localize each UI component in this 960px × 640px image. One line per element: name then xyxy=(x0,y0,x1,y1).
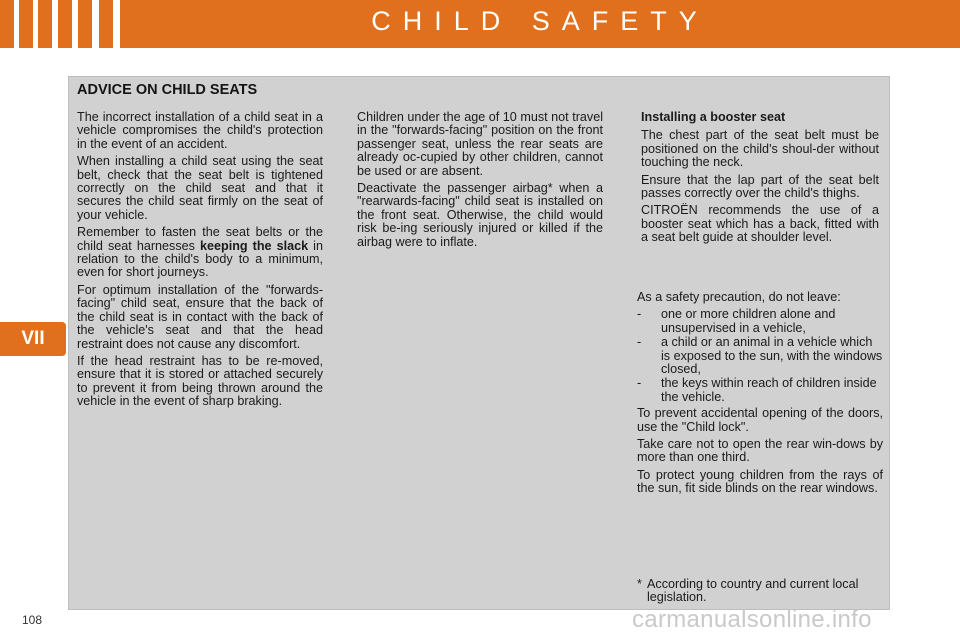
header-stripe xyxy=(113,0,120,48)
column-2 xyxy=(357,111,603,253)
page-number: 108 xyxy=(22,613,43,627)
paragraph: CITROËN recommends the use of a booster seat which has a back, fitted with a seat belt guide at shoulder level. xyxy=(641,203,879,245)
dash-marker: - xyxy=(637,335,642,350)
list-item xyxy=(637,377,883,404)
header-stripe xyxy=(72,0,78,48)
paragraph: To protect young children from the rays of the sun, fit side blinds on the rear windows. xyxy=(637,467,883,496)
list-item xyxy=(637,336,883,376)
chapter-tab: VII xyxy=(0,322,66,356)
header-stripe xyxy=(52,0,58,48)
paragraph: Take care not to open the rear win-dows by more than one third. xyxy=(637,437,883,465)
paragraph: The incorrect installation of a child seat in a vehicle compromises the child's protection in the event of an accident. xyxy=(77,110,323,151)
subheading: Installing a booster seat xyxy=(641,110,786,124)
list-item-text: one or more children alone and unsupervised in a vehicle, xyxy=(661,307,836,335)
paragraph: If the head restraint has to be re-moved, ensure that it is stored or attached securely to prevent it from being thrown around the vehicle in the event of sharp braking. xyxy=(77,353,323,409)
paragraph-text: Remember to fasten the seat belts or the child seat harnesses xyxy=(77,225,323,253)
column-1 xyxy=(77,111,323,413)
paragraph: When installing a child seat using the seat belt, check that the seat belt is tightened correctly on the child seat and that it secures the child seat firmly on the seat of your vehicle. xyxy=(77,154,323,222)
column-3 xyxy=(641,111,879,249)
section-heading: ADVICE ON CHILD SEATS xyxy=(77,82,258,98)
paragraph: The chest part of the seat belt must be positioned on the child's shoul-der without touching the neck. xyxy=(641,128,879,170)
header-stripe xyxy=(92,0,99,48)
footnote-text: According to country and current local legislation. xyxy=(647,577,859,605)
paragraph-text: in relation to the child's body to a minimum, even for short journeys. xyxy=(77,238,323,280)
dash-marker: - xyxy=(637,376,642,391)
paragraph: Ensure that the lap part of the seat belt passes correctly over the child's thighs. xyxy=(641,172,879,201)
watermark: carmanualsonline.info xyxy=(632,606,872,633)
paragraph: Children under the age of 10 must not travel in the "forwards-facing" position on the front passenger seat, unless the rear seats are already oc-cupied by other children, cannot be used or are absent. xyxy=(357,110,603,178)
paragraph: Deactivate the passenger airbag* when a "rearwards-facing" child seat is installed on the front seat. Otherwise, the child would risk be-ing seriously injured or killed if the airbag were to inflate. xyxy=(357,181,603,249)
paragraph: For optimum installation of the "forwards-facing" child seat, ensure that the back of the child seat is in contact with the back of the vehicle's seat and that the head restraint does not cause any discomfort. xyxy=(77,282,323,351)
paragraph xyxy=(77,226,323,280)
dash-marker: - xyxy=(637,307,642,322)
header-stripe xyxy=(14,0,19,48)
column-4 xyxy=(637,291,883,500)
list-item-text: the keys within reach of children inside the vehicle. xyxy=(661,376,877,404)
list-item-text: a child or an animal in a vehicle which is exposed to the sun, with the windows closed, xyxy=(661,335,883,377)
paragraph: As a safety precaution, do not leave: xyxy=(637,290,841,304)
footnote-marker: * xyxy=(637,577,642,591)
warning-list xyxy=(637,308,883,404)
page-title: CHILD SAFETY xyxy=(371,6,709,36)
emphasis-text: keeping the slack xyxy=(200,238,309,253)
paragraph: To prevent accidental opening of the doors, use the "Child lock". xyxy=(637,406,883,434)
header-bar xyxy=(0,0,960,48)
footnote xyxy=(637,578,885,605)
list-item xyxy=(637,308,883,335)
header-stripe xyxy=(33,0,38,48)
